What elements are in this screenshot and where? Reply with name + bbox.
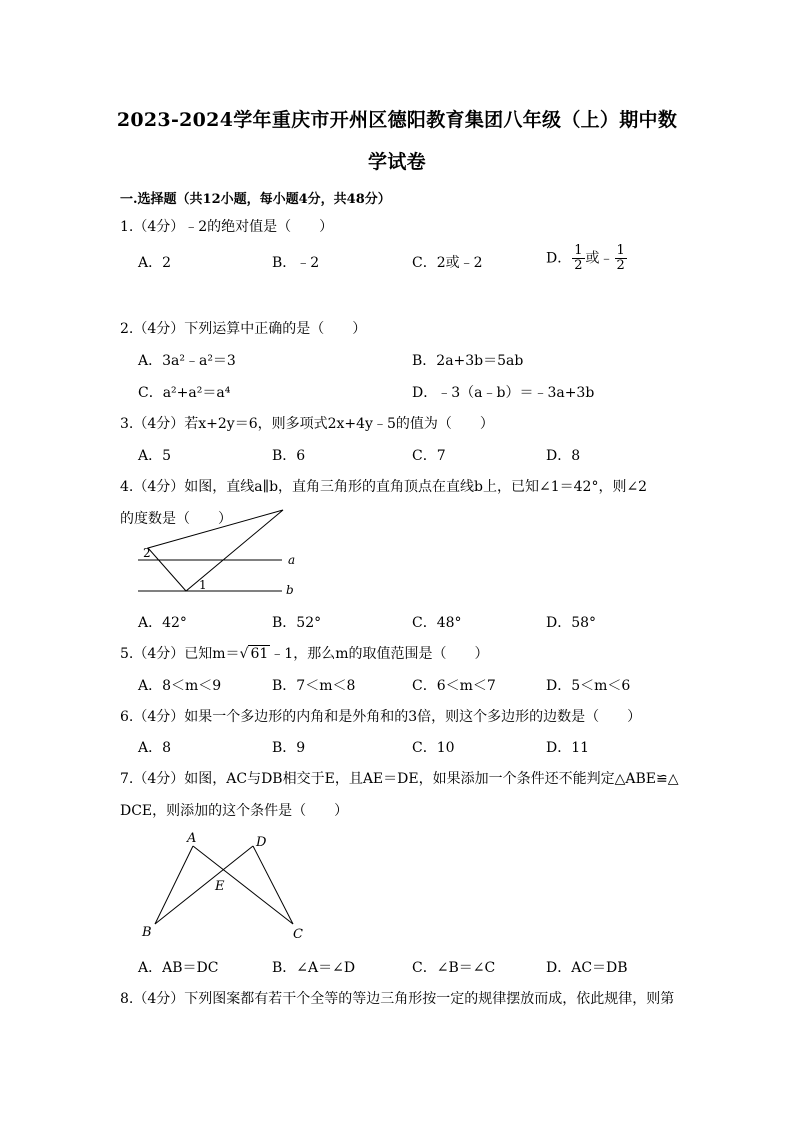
- q1-option-d: D． $\frac{1}{2}$ 或﹣ $\frac{1}{2}$: [546, 243, 625, 273]
- label-2: 2: [143, 546, 151, 560]
- q4-option-d: D．58°: [546, 615, 597, 631]
- label-b: b: [286, 583, 294, 597]
- question-7-line2: DCE，则添加的这个条件是（ ）: [120, 803, 349, 819]
- q6-option-c: C．10: [412, 740, 455, 756]
- q3-option-c: C．7: [412, 448, 446, 464]
- label-a: a: [288, 553, 296, 567]
- label-1: 1: [199, 578, 207, 592]
- q7-option-c: C．∠B＝∠C: [412, 960, 496, 976]
- page-title: 2023-2024学年重庆市开州区德阳教育集团八年级（上）期中数: [116, 109, 678, 131]
- question-8: 8.（4分）下列图案都有若干个全等的等边三角形按一定的规律摆放而成，依此规律，则第: [120, 991, 675, 1007]
- label-B: B: [142, 925, 152, 940]
- q4-option-b: B．52°: [272, 615, 322, 631]
- q3-option-b: B．6: [272, 448, 306, 464]
- label-E: E: [215, 879, 225, 894]
- q6-option-d: D．11: [546, 740, 590, 756]
- segment-ab: [155, 846, 193, 924]
- segment-dc: [253, 846, 293, 924]
- question-5: 5.（4分）已知m＝√ 61 ﹣1，那么m的取值范围是（ ）: [120, 646, 489, 662]
- q1-option-c: C．2或﹣2: [412, 255, 483, 271]
- q4-option-a: A．42°: [138, 615, 187, 631]
- q2-option-c: C．a²+a²＝a⁴: [138, 385, 231, 401]
- question-4: 4.（4分）如图，直线a∥b，直角三角形的直角顶点在直线b上，已知∠1＝42°，则∠2: [120, 479, 648, 495]
- q2-option-b: B．2a+3b＝5ab: [412, 353, 524, 369]
- sqrt-radicand: 61: [250, 646, 269, 662]
- fraction: $\frac{1}{2}$: [574, 243, 583, 273]
- right-triangle: [148, 510, 283, 591]
- q2-option-d: D．﹣3（a﹣b）＝﹣3a+3b: [412, 385, 595, 401]
- question-3: 3.（4分）若x+2y＝6，则多项式2x+4y﹣5的值为（ ）: [120, 416, 494, 432]
- q7-option-d: D．AC＝DB: [546, 960, 628, 976]
- question-4-line2: 的度数是（ ）: [120, 511, 232, 527]
- label-A: A: [187, 831, 197, 846]
- question-1: 1.（4分）﹣2的绝对值是（ ）: [120, 219, 334, 235]
- q4-option-c: C．48°: [412, 615, 462, 631]
- q5-option-d: D．5＜m＜6: [546, 678, 631, 694]
- question-7: 7.（4分）如图，AC与DB相交于E，且AE＝DE，如果添加一个条件还不能判定△ABE≌△: [120, 771, 679, 787]
- section-heading: 一.选择题（共12小题，每小题4分，共48分）: [120, 192, 391, 207]
- q1-option-b: B．﹣2: [272, 255, 320, 271]
- q5-option-a: A．8＜m＜9: [138, 678, 222, 694]
- question-6: 6.（4分）如果一个多边形的内角和是外角和的3倍，则这个多边形的边数是（ ）: [120, 709, 642, 725]
- segment-ac: [193, 846, 293, 924]
- q5-option-b: B．7＜m＜8: [272, 678, 356, 694]
- q6-option-a: A．8: [138, 740, 172, 756]
- segment-db: [155, 846, 253, 924]
- label-D: D: [256, 835, 267, 850]
- q1-option-a: A．2: [138, 255, 172, 271]
- q3-option-a: A．5: [138, 448, 172, 464]
- fraction: $\frac{1}{2}$: [616, 243, 625, 273]
- q4-figure: [130, 500, 310, 605]
- question-2: 2.（4分）下列运算中正确的是（ ）: [120, 321, 367, 337]
- q5-option-c: C．6＜m＜7: [412, 678, 496, 694]
- q7-figure: [135, 828, 315, 943]
- q2-option-a: A．3a²﹣a²＝3: [138, 353, 236, 369]
- page-title-line2: 学试卷: [368, 151, 426, 173]
- q7-option-b: B．∠A＝∠D: [272, 960, 356, 976]
- label-C: C: [293, 927, 303, 942]
- q6-option-b: B．9: [272, 740, 306, 756]
- q3-option-d: D．8: [546, 448, 581, 464]
- q7-option-a: A．AB＝DC: [138, 960, 219, 976]
